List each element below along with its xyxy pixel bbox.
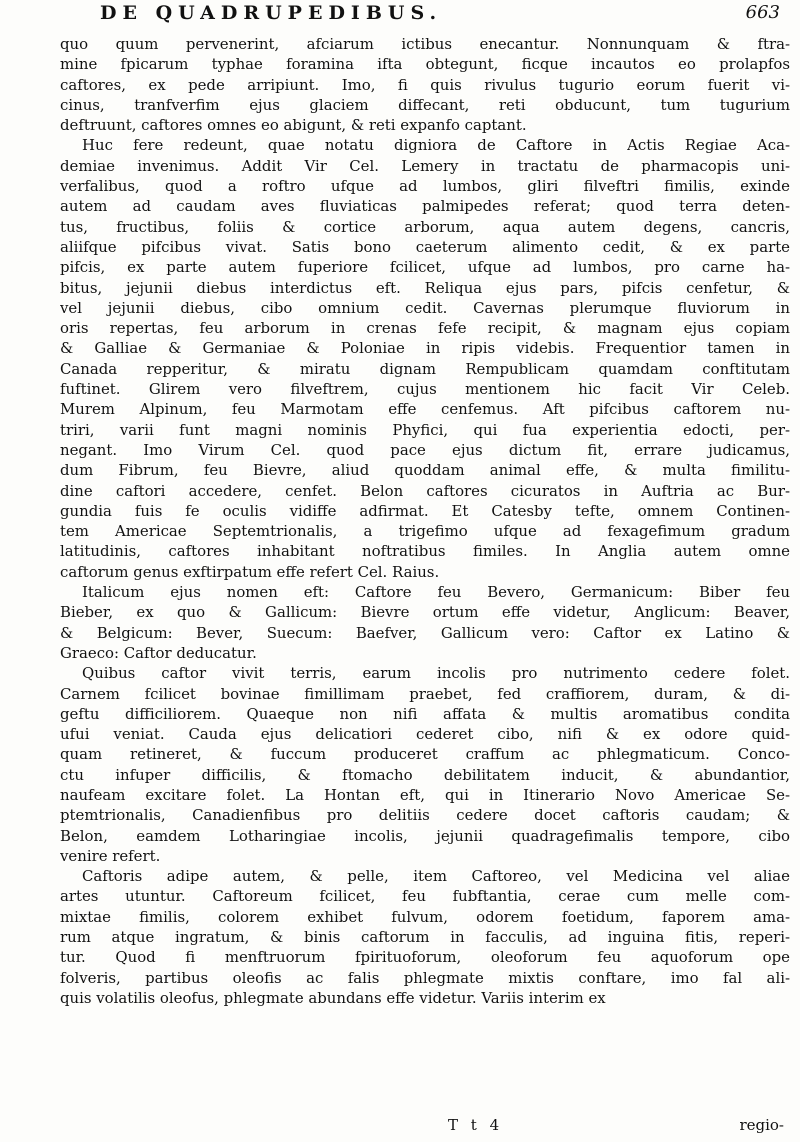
text-line: Belon, eamdem Lotharingiae incolis, jejunii quadragefimalis tempore, cibo [60,826,790,845]
text-line: Graeco: Caftor deducatur. [60,643,257,662]
text-line: naufeam excitare folet. La Hontan eft, qui in Itinerario Novo Americae Se- [60,785,790,804]
text-line: rum atque ingratum, & binis caftorum in facculis, ad inguina fitis, reperi- [60,928,790,947]
text-line: quo quum pervenerint, afciarum ictibus enecantur. Nonnunquam & ftra- [60,35,790,53]
text-line: Quibus caftor vivit terris, earum incolis pro nutrimento cedere folet. [82,664,790,683]
text-line: latitudinis, caftores inhabitant noftratibus fimiles. In Anglia autem omne [60,542,790,561]
text-line: tur. Quod fi menftruorum fpirituoforum, oleoforum feu aquoforum ope [60,948,790,967]
text-line: mine fpicarum typhae foramina ifta obtegunt, ficque incautos eo prolapfos [60,55,790,74]
text-line: fuftinet. Glirem vero filveftrem, cujus mentionem hic facit Vir Celeb. [60,380,790,399]
text-line: vel jejunii diebus, cibo omnium cedit. Cavernas plerumque fluviorum in [60,298,790,317]
text-line: bitus, jejunii diebus interdictus eft. Reliqua ejus pars, pifcis cenfetur, & [60,278,790,297]
text-line: Canada repperitur, & miratu dignam Rempublicam quamdam conftitutam [60,359,790,378]
text-line: pifcis, ex parte autem fuperiore fcilicet, ufque ad lumbos, pro carne ha- [60,258,790,277]
text-line: triri, varii funt magni nominis Phyfici, qui fua experientia edocti, per- [60,420,790,439]
text-line: gundia fuis fe oculis vidiffe adfirmat. Et Catesby tefte, omnem Continen- [60,501,790,520]
text-line: ptemtrionalis, Canadienfibus pro delitiis cedere docet caftoris caudam; & [60,806,790,825]
text-line: folveris, partibus oleofis ac falis phlegmate mixtis conftare, imo fal ali- [60,968,790,987]
running-head-title: DE QUADRUPEDIBUS. [100,2,443,24]
text-line: mixtae fimilis, colorem exhibet fulvum, odorem foetidum, faporem ama- [60,907,790,926]
running-head [60,2,788,32]
text-line: Carnem fcilicet bovinae fimillimam praebet, fed craffiorem, duram, & di- [60,684,790,703]
text-line: tem Americae Septemtrionalis, a trigefimo ufque ad fexagefimum gradum [60,522,790,541]
text-line: caftorum genus exftirpatum effe refert Cel. Raius. [60,562,440,581]
signature-mark: T t 4 [448,1116,504,1134]
text-line: Murem Alpinum, feu Marmotam effe cenfemus. Aft pifcibus caftorem nu- [60,400,790,419]
text-line: aliifque pifcibus vivat. Satis bono caeterum alimento cedit, & ex parte [60,237,790,256]
text-line: venire refert. [60,846,161,865]
text-line: dum Fibrum, feu Bievre, aliud quoddam animal effe, & multa fimilitu- [60,461,790,480]
text-line: tus, fructibus, foliis & cortice arborum, aqua autem degens, cancris, [60,217,790,236]
text-line: geftu difficiliorem. Quaeque non nifi affata & multis aromatibus condita [60,704,790,723]
text-line: caftores, ex pede arripiunt. Imo, fi quis rivulus tugurio eorum fuerit vi- [60,75,790,94]
text-line: Caftoris adipe autem, & pelle, item Caftoreo, vel Medicina vel aliae [82,867,790,886]
text-line: quam retineret, & fuccum produceret craffum ac phlegmaticum. Conco- [60,745,790,764]
text-line: oris repertas, feu arborum in crenas fefe recipit, & magnam ejus copiam [60,319,790,338]
body-text [60,34,790,1008]
text-line: & Belgicum: Bever, Suecum: Baefver, Gallicum vero: Caftor ex Latino & [60,623,790,642]
text-line: cinus, tranfverfim ejus glaciem diffecant, reti obducunt, tum tugurium [60,95,790,114]
text-line: autem ad caudam aves fluviaticas palmipedes referat; quod terra deten- [60,197,790,216]
text-line: ufui veniat. Cauda ejus delicatiori cederet cibo, nifi & ex odore quid- [60,725,790,744]
text-line: dine caftori accedere, cenfet. Belon caftores cicuratos in Auftria ac Bur- [60,481,790,500]
text-line: ctu infuper difficilis, & ftomacho debilitatem inducit, & abundantior, [60,765,790,784]
text-line: & Galliae & Germaniae & Poloniae in ripis videbis. Frequentior tamen in [60,339,790,358]
text-line: demiae invenimus. Addit Vir Cel. Lemery in tractatu de pharmacopis uni- [60,156,790,175]
text-line: negant. Imo Virum Cel. quod pace ejus dictum fit, errare judicamus, [60,440,790,459]
text-line: Bieber, ex quo & Gallicum: Bievre ortum effe videtur, Anglicum: Beaver, [60,603,790,622]
text-line: verfalibus, quod a roftro ufque ad lumbos, gliri filveftri fimilis, exinde [60,177,790,196]
text-line: artes utuntur. Caftoreum fcilicet, feu fubftantia, cerae cum melle com- [60,887,790,906]
catchword: regio- [739,1116,784,1134]
text-line: Italicum ejus nomen eft: Caftore feu Bevero, Germanicum: Biber feu [82,583,790,602]
text-line: Huc fere redeunt, quae notatu digniora de Caftore in Actis Regiae Aca- [82,136,790,155]
page-number: 663 [745,2,780,23]
text-line: deftruunt, caftores omnes eo abigunt, & reti expanfo captant. [60,116,527,135]
text-line: quis volatilis oleofus, phlegmate abundans effe videtur. Variis interim ex [60,988,606,1007]
page-footer [60,1116,790,1138]
